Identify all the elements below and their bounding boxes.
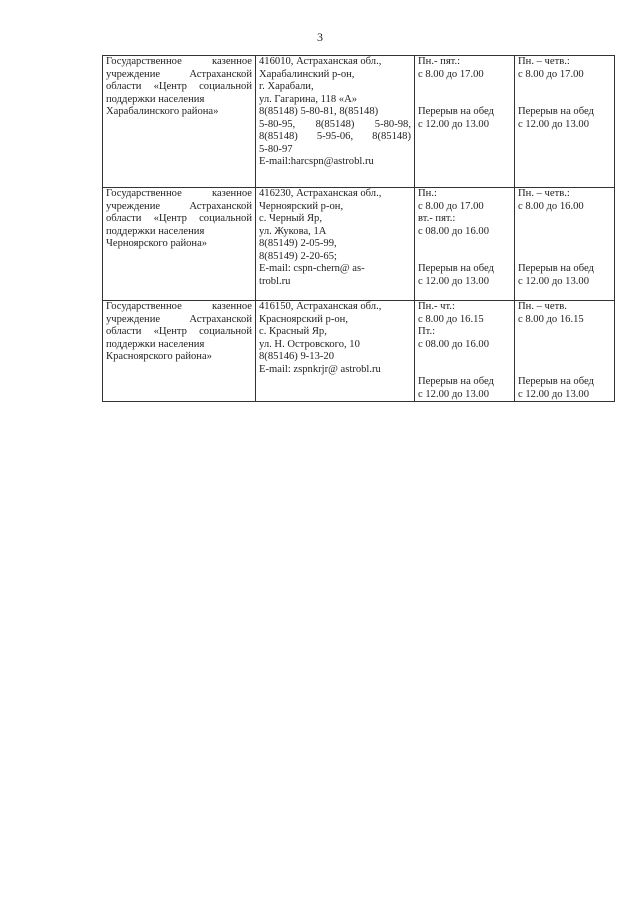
schedule-days: вт.- пят.: [418,213,456,224]
schedule-cell [515,188,615,301]
schedule-hours: с 8.00 до 16.00 [518,200,584,212]
table-row [103,188,615,301]
lunch-label: Перерыв на обед [418,106,494,117]
schedule-cell [415,188,515,301]
lunch-label: Перерыв на обед [418,263,494,274]
address-line: Харабалинский р-он, [259,68,355,80]
address-line: г. Харабали, [259,81,314,92]
schedule-days: Пн.: [418,188,437,199]
schedule-hours: с 8.00 до 17.00 [418,68,484,80]
phone-line: 8(85148) 5-95-06, 8(85148) [259,131,411,142]
lunch-hours: с 12.00 до 13.00 [418,275,490,287]
org-line: Государственное казенное [106,188,252,199]
address-line: Красноярский р-он, [259,313,348,325]
lunch-hours: с 12.00 до 13.00 [418,118,490,130]
org-line: Государственное казенное [106,301,252,312]
address-line: ул. Гагарина, 118 «А» [259,93,358,105]
schedule-hours: с 8.00 до 16.15 [418,313,484,325]
org-line: Красноярского района» [106,351,212,362]
address-line: Черноярский р-он, [259,200,344,212]
organization-cell [103,56,256,188]
schedule-cell [515,301,615,402]
phone-line: 5-80-95, 8(85148) 5-80-98, [259,118,411,130]
org-line: учреждение Астраханской [106,313,252,325]
lunch-hours: с 12.00 до 13.00 [418,388,490,400]
schedule-days: Пн. – четв.: [518,188,570,199]
schedule-days: Пн.- пят.: [418,56,461,67]
page-number: 3 [317,30,323,44]
email-line: E-mail: cspn-chern@ as- [259,263,365,274]
org-line: поддержки населения [106,225,205,237]
phone-line: 8(85146) 9-13-20 [259,351,335,362]
phone-line: 5-80-97 [259,143,293,155]
phone-line: 8(85149) 2-20-65; [259,250,337,262]
address-cell [256,301,415,402]
schedule-cell [515,56,615,188]
address-cell [256,188,415,301]
schedule-cell [415,56,515,188]
phone-line: 8(85148) 5-80-81, 8(85148) [259,106,379,117]
lunch-label: Перерыв на обед [418,376,494,387]
org-line: учреждение Астраханской [106,200,252,212]
schedule-days: Пн.- чт.: [418,301,455,312]
org-line: Государственное казенное [106,56,252,67]
address-line: с. Красный Яр, [259,326,327,337]
email-line: trobl.ru [259,275,291,287]
schedule-days: Пн. – четв. [518,301,567,312]
schedule-hours: с 8.00 до 16.15 [518,313,584,325]
organization-cell [103,188,256,301]
lunch-hours: с 12.00 до 13.00 [518,118,590,130]
lunch-label: Перерыв на обед [518,263,594,274]
table-row [103,301,615,402]
org-line: области «Центр социальной [106,326,252,337]
lunch-label: Перерыв на обед [518,376,594,387]
schedule-hours: с 08.00 до 16.00 [418,338,490,350]
address-line: 416150, Астраханская обл., [259,301,382,312]
org-line: области «Центр социальной [106,213,252,224]
schedule-days: Пт.: [418,326,436,337]
address-line: с. Черный Яр, [259,213,322,224]
address-line: 416010, Астраханская обл., [259,56,382,67]
email-line: E-mail:harcspn@astrobl.ru [259,156,374,167]
address-line: ул. Н. Островского, 10 [259,338,360,350]
institutions-table [102,55,615,402]
table-row [103,56,615,188]
org-line: Черноярского района» [106,238,208,249]
schedule-hours: с 8.00 до 17.00 [518,68,584,80]
email-line: E-mail: zspnkrjr@ astrobl.ru [259,363,381,375]
schedule-days: Пн. – четв.: [518,56,570,67]
schedule-cell [415,301,515,402]
org-line: области «Центр социальной [106,81,252,92]
lunch-hours: с 12.00 до 13.00 [518,275,590,287]
lunch-label: Перерыв на обед [518,106,594,117]
org-line: поддержки населения [106,93,205,105]
schedule-hours: с 8.00 до 17.00 [418,200,484,212]
address-line: 416230, Астраханская обл., [259,188,382,199]
organization-cell [103,301,256,402]
org-line: учреждение Астраханской [106,68,252,80]
org-line: Харабалинского района» [106,106,219,117]
lunch-hours: с 12.00 до 13.00 [518,388,590,400]
address-line: ул. Жукова, 1А [259,225,327,237]
address-cell [256,56,415,188]
schedule-hours: с 08.00 до 16.00 [418,225,490,237]
phone-line: 8(85149) 2-05-99, [259,238,337,249]
org-line: поддержки населения [106,338,205,350]
